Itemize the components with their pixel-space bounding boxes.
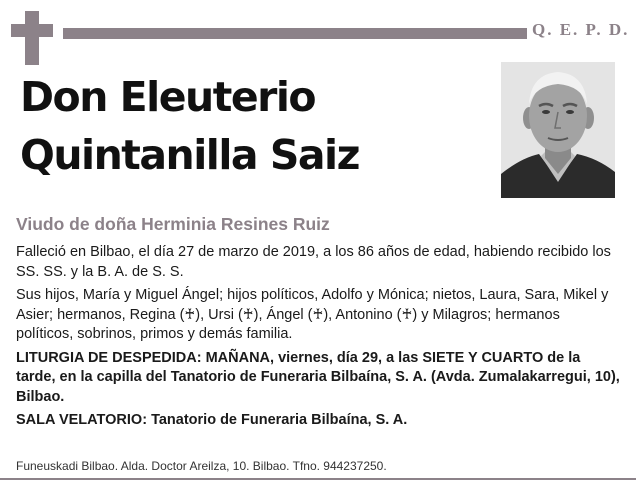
bottom-rule (0, 478, 636, 480)
deceased-name (20, 68, 490, 184)
cross-horizontal-bar (11, 24, 53, 37)
name-line-1: Don Eleuterio (20, 73, 316, 121)
header-rule (63, 28, 527, 39)
cross-vertical-bar (25, 11, 39, 65)
qepd-label: Q. E. P. D. (532, 20, 630, 39)
wake-paragraph: SALA VELATORIO: Tanatorio de Funeraria Bilbaína, S. A. (16, 412, 408, 428)
family-paragraph: Sus hijos, María y Miguel Ángel; hijos políticos, Adolfo y Mónica; nietos, Laura, Sara, Mikel y Asier; hermanos, Regina (♰), Ursi (♰), Ángel (♰), Antonino (♰) y Milagros; hermanos políticos, sobrinos, primos y demás familia. (16, 287, 609, 342)
widower-subtitle: Viudo de doña Herminia Resines Ruiz (16, 214, 330, 234)
portrait-photo (501, 62, 615, 198)
liturgy-paragraph: LITURGIA DE DESPEDIDA: MAÑANA, viernes, día 29, a las SIETE Y CUARTO de la tarde, en la capilla del Tanatorio de Funeraria Bilbaína, S. A. (Avda. Zumalakarregui, 10), Bilbao. (16, 349, 620, 405)
death-paragraph: Falleció en Bilbao, el día 27 de marzo de 2019, a los 86 años de edad, habiendo recibido los SS. SS. y la B. A. de S. S. (16, 244, 611, 280)
notice-body (16, 243, 621, 435)
name-line-2: Quintanilla Saiz (20, 131, 359, 179)
funeral-home-footer: Funeuskadi Bilbao. Alda. Doctor Areilza, 10. Bilbao. Tfno. 944237250. (16, 459, 387, 473)
